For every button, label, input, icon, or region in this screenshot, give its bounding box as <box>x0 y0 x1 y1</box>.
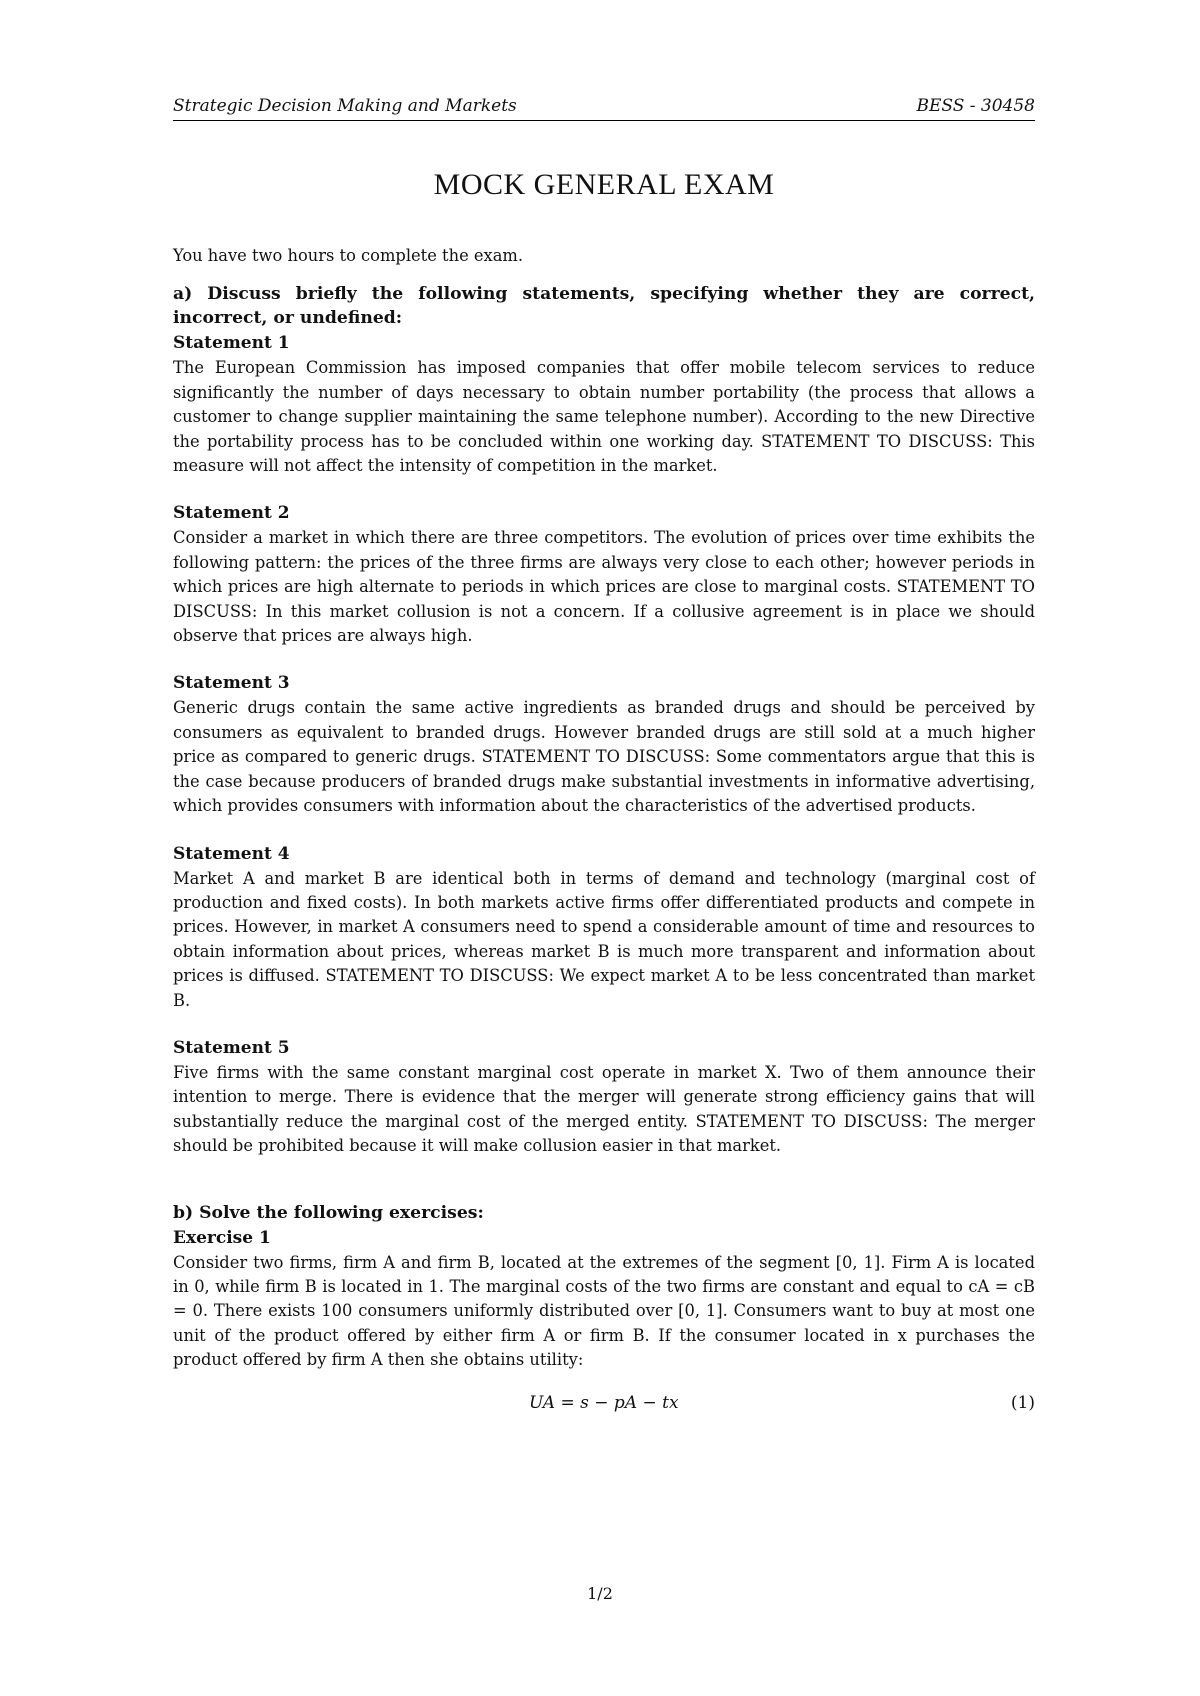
course-code: BESS - 30458 <box>916 96 1035 116</box>
statement-3 <box>173 670 1035 818</box>
statement-heading: Statement 3 <box>173 673 290 694</box>
exam-body <box>173 244 1035 1447</box>
part-a-heading: a) Discuss briefly the following statements, specifying whether they are correct, incorrect, or undefined: <box>173 284 1035 329</box>
course-name: Strategic Decision Making and Markets <box>173 96 517 116</box>
equation-formula: UA = s − pA − tx <box>529 1392 679 1413</box>
statement-5 <box>173 1035 1035 1159</box>
intro-text: You have two hours to complete the exam. <box>173 246 524 265</box>
equation-number: (1) <box>1010 1392 1035 1413</box>
statement-1 <box>173 330 1035 478</box>
statement-text: Five firms with the same constant marginal cost operate in market X. Two of them announce their intention to merge. There is evidence that the merger will generate strong efficiency gains that will substantially reduce the marginal cost of the merged entity. STATEMENT TO DISCUSS: The merger should be prohibited because it will make collusion easier in that market. <box>173 1062 1035 1156</box>
exam-title: MOCK GENERAL EXAM <box>433 168 775 201</box>
part-b-heading: b) Solve the following exercises: <box>173 1202 484 1223</box>
utility-equation <box>173 1381 1035 1425</box>
statement-text: Consider a market in which there are three competitors. The evolution of prices over time exhibits the following pattern: the prices of the three firms are always very close to each other; however periods in which prices are high alternate to periods in which prices are close to marginal costs. STATEMENT TO DISCUSS: In this market collusion is not a concern. If a collusive agreement is in place we should observe that prices are always high. <box>173 528 1035 646</box>
statement-text: Generic drugs contain the same active ingredients as branded drugs and should be perceived by consumers as equivalent to branded drugs. However branded drugs are still sold at a much higher price as compared to generic drugs. STATEMENT TO DISCUSS: Some commentators argue that this is the case because producers of branded drugs make substantial investments in informative advertising, which provides consumers with information about the characteristics of the advertised products. <box>173 698 1035 816</box>
section-spacer <box>173 1181 1035 1201</box>
exercise-1 <box>173 1225 1035 1425</box>
statement-4 <box>173 841 1035 1013</box>
exercise-text: Consider two firms, firm A and firm B, located at the extremes of the segment [0, 1]. Firm A is located in 0, while firm B is located in 1. The marginal costs of the two firms are constant and equal to cA = cB = 0. There exists 100 consumers uniformly distributed over [0, 1]. Consumers want to buy at most one unit of the product offered by either firm A or firm B. If the consumer located in x purchases the product offered by firm A then she obtains utility: <box>173 1252 1035 1370</box>
statement-heading: Statement 1 <box>173 333 290 354</box>
page-number: 1/2 <box>587 1584 613 1603</box>
statement-heading: Statement 2 <box>173 503 290 524</box>
exercise-heading: Exercise 1 <box>173 1227 271 1248</box>
statement-heading: Statement 5 <box>173 1037 290 1058</box>
statement-2 <box>173 500 1035 648</box>
running-header <box>173 96 1035 121</box>
statement-text: Market A and market B are identical both in terms of demand and technology (marginal cost of production and fixed costs). In both markets active firms offer differentiated products and compete in prices. However, in market A consumers need to spend a considerable amount of time and resources to obtain information about prices, whereas market B is much more transparent and information about prices is diffused. STATEMENT TO DISCUSS: We expect market A to be less concentrated than market B. <box>173 868 1035 1010</box>
statement-text: The European Commission has imposed companies that offer mobile telecom services to reduce significantly the number of days necessary to obtain number portability (the process that allows a customer to change supplier maintaining the same telephone number). According to the new Directive the portability process has to be concluded within one working day. STATEMENT TO DISCUSS: This measure will not affect the intensity of competition in the market. <box>173 358 1035 476</box>
statement-heading: Statement 4 <box>173 843 290 864</box>
